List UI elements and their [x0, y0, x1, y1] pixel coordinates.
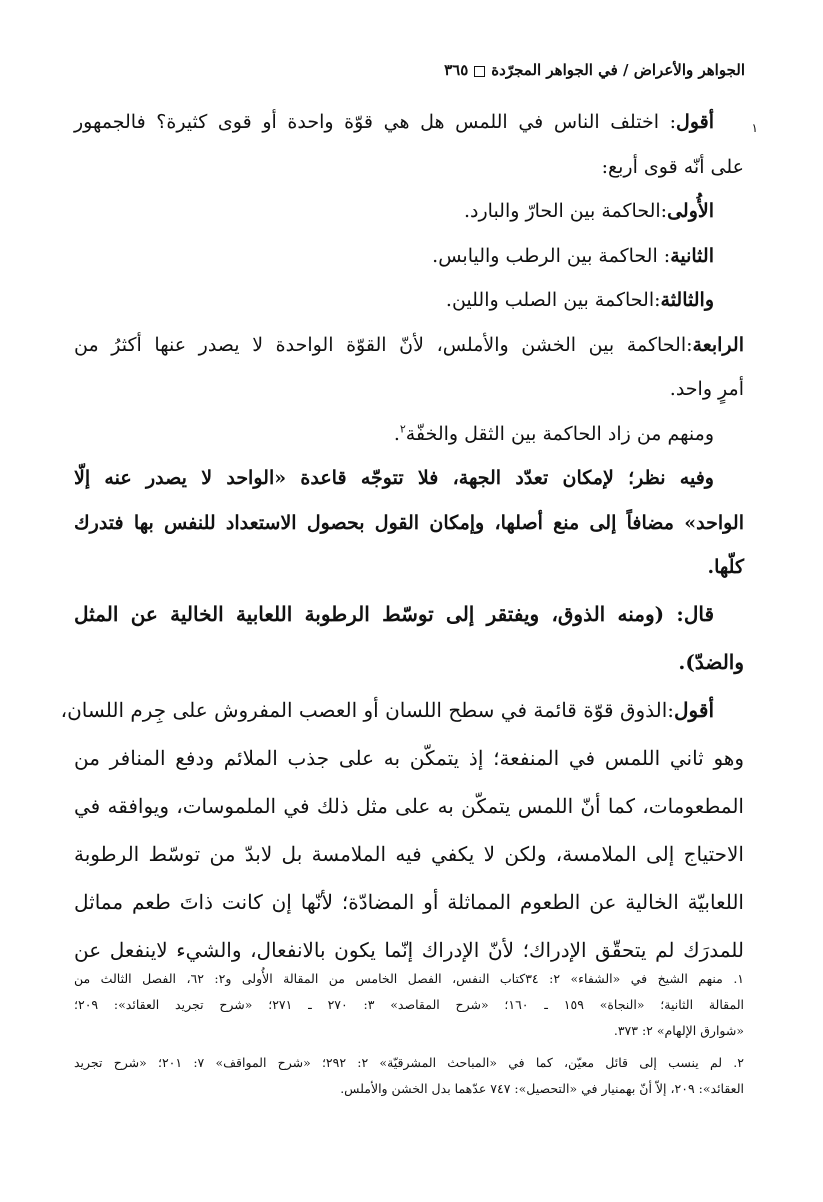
text-span: :الحاكمة بين الخشن والأملس، لأنّ القوّة الواحدة لا يصدر عنها أكثرُ من: [74, 333, 693, 356]
text-line: [74, 189, 744, 234]
speaker-label: قال: [683, 601, 714, 626]
text-span: : الحاكمة بين الرطب واليابس.: [432, 244, 671, 267]
item-label: الأُولى: [667, 200, 714, 222]
text-line: [74, 590, 744, 638]
header-title: الجواهر والأعراض / في الجواهر المجرّدة: [491, 61, 745, 79]
text-line: الاحتياج إلى الملامسة، ولكن لا يكفي فيه الملامسة بل لابدّ من توسّط الرطوبة: [74, 841, 744, 866]
text-line: [74, 412, 744, 457]
footnote-2-line: العقائد»: ٢٠٩، إلاّ أنّ بهمنيار في «التحصيل»: ٧٤٧ عدّهما بدل الخشن والأملس.: [340, 1081, 744, 1096]
text-span: ؛ لإمكان تعدّد الجهة، فلا تتوجّه قاعدة «الواحد لا يصدر عنه إلّا: [74, 467, 635, 489]
item-label: الرابعة: [692, 333, 744, 356]
footnote-2-line: ٢. لم ينسب إلى قائل معيّن، كما في «المباحث المشرقيّة» ٢: ٢٩٢؛ «شرح المواقف» ٧: ٢٠١؛ «شرح تجريد: [74, 1055, 744, 1070]
text-line: [74, 323, 744, 368]
item-label: الثانية: [670, 244, 714, 267]
text-span: :الحاكمة بين الصلب واللين.: [445, 289, 661, 311]
text-span: : اختلف الناس في اللمس هل هي قوّة واحدة أو قوى كثيرة؟ فالجمهور: [74, 111, 677, 133]
footnote-ref-2[interactable]: ٢: [399, 422, 406, 436]
text-line: المطعومات، كما أنّ اللمس يتمكّن به على مثل ذلك في الملموسات، ويوافقه في: [74, 793, 744, 818]
item-label: والثالثة: [660, 289, 714, 311]
text-line: كلّها.: [707, 556, 744, 578]
square-separator-icon: [474, 66, 485, 77]
text-span: .: [393, 422, 400, 445]
text-line: الواحد» مضافاً إلى منع أصلها، وإمكان القول بحصول الاستعداد للنفس بها فتدرك: [74, 511, 744, 534]
footnotes: [74, 966, 744, 1102]
text-line: [74, 456, 744, 501]
text-line: على أنّه قوى أربع:: [601, 155, 744, 178]
page-number: ٣٦٥: [444, 61, 469, 79]
footnote-1-line: ١. منهم الشيخ في «الشفاء» ٢: ٣٤كتاب النفس، الفصل الخامس من المقالة الأُولى و٢: ٦٢، الفصل الثالث من: [74, 971, 745, 986]
running-header: [75, 58, 745, 82]
text-span: : (ومنه الذوق، ويفتقر إلى توسّط الرطوبة اللعابية الخالية عن المثل: [74, 601, 684, 626]
text-line: [60, 686, 744, 734]
text-span: :الحاكمة بين الحارّ والبارد.: [463, 200, 668, 222]
footnote-ref-1[interactable]: ١: [751, 121, 758, 135]
text-line: وهو ثاني اللمس في المنفعة؛ إذ يتمكّن به على جذب الملائم ودفع المنافر من: [74, 745, 744, 770]
text-line: أمرٍ واحد.: [669, 378, 744, 400]
lead-phrase: وفيه نظر: [634, 467, 714, 489]
main-text: [60, 100, 758, 974]
text-line: [74, 278, 744, 323]
speaker-label: أقول: [674, 697, 714, 722]
text-line: [74, 234, 744, 279]
text-line: اللعابيّة الخالية عن الطعوم المماثلة أو المضادّة؛ لأنّها إن كانت ذاتَ طعم مماثل: [74, 889, 744, 914]
speaker-label: أقول: [676, 111, 714, 133]
text-line: والضدّ).: [678, 649, 744, 674]
text-line: للمدرَك لم يتحقّق الإدراك؛ لأنّ الإدراك إنّما يكون بالانفعال، والشيء لاينفعل عن: [74, 937, 744, 962]
footnote-1-line: المقالة الثانية؛ «النجاة» ١٥٩ ـ ١٦٠؛ «شرح المقاصد» ٣: ٢٧٠ ـ ٢٧١؛ «شرح تجريد العقائد»: ٢٠٩؛: [74, 997, 744, 1012]
footnote-1-line: «شوارق الإلهام» ٢: ٣٧٣.: [613, 1023, 744, 1038]
text-span: :الذوق قوّة قائمة في سطح اللسان أو العصب المفروش على جِرم اللسان،: [60, 697, 675, 722]
text-span: ومنهم من زاد الحاكمة بين الثقل والخفّة: [405, 422, 714, 445]
text-line: [74, 100, 758, 145]
